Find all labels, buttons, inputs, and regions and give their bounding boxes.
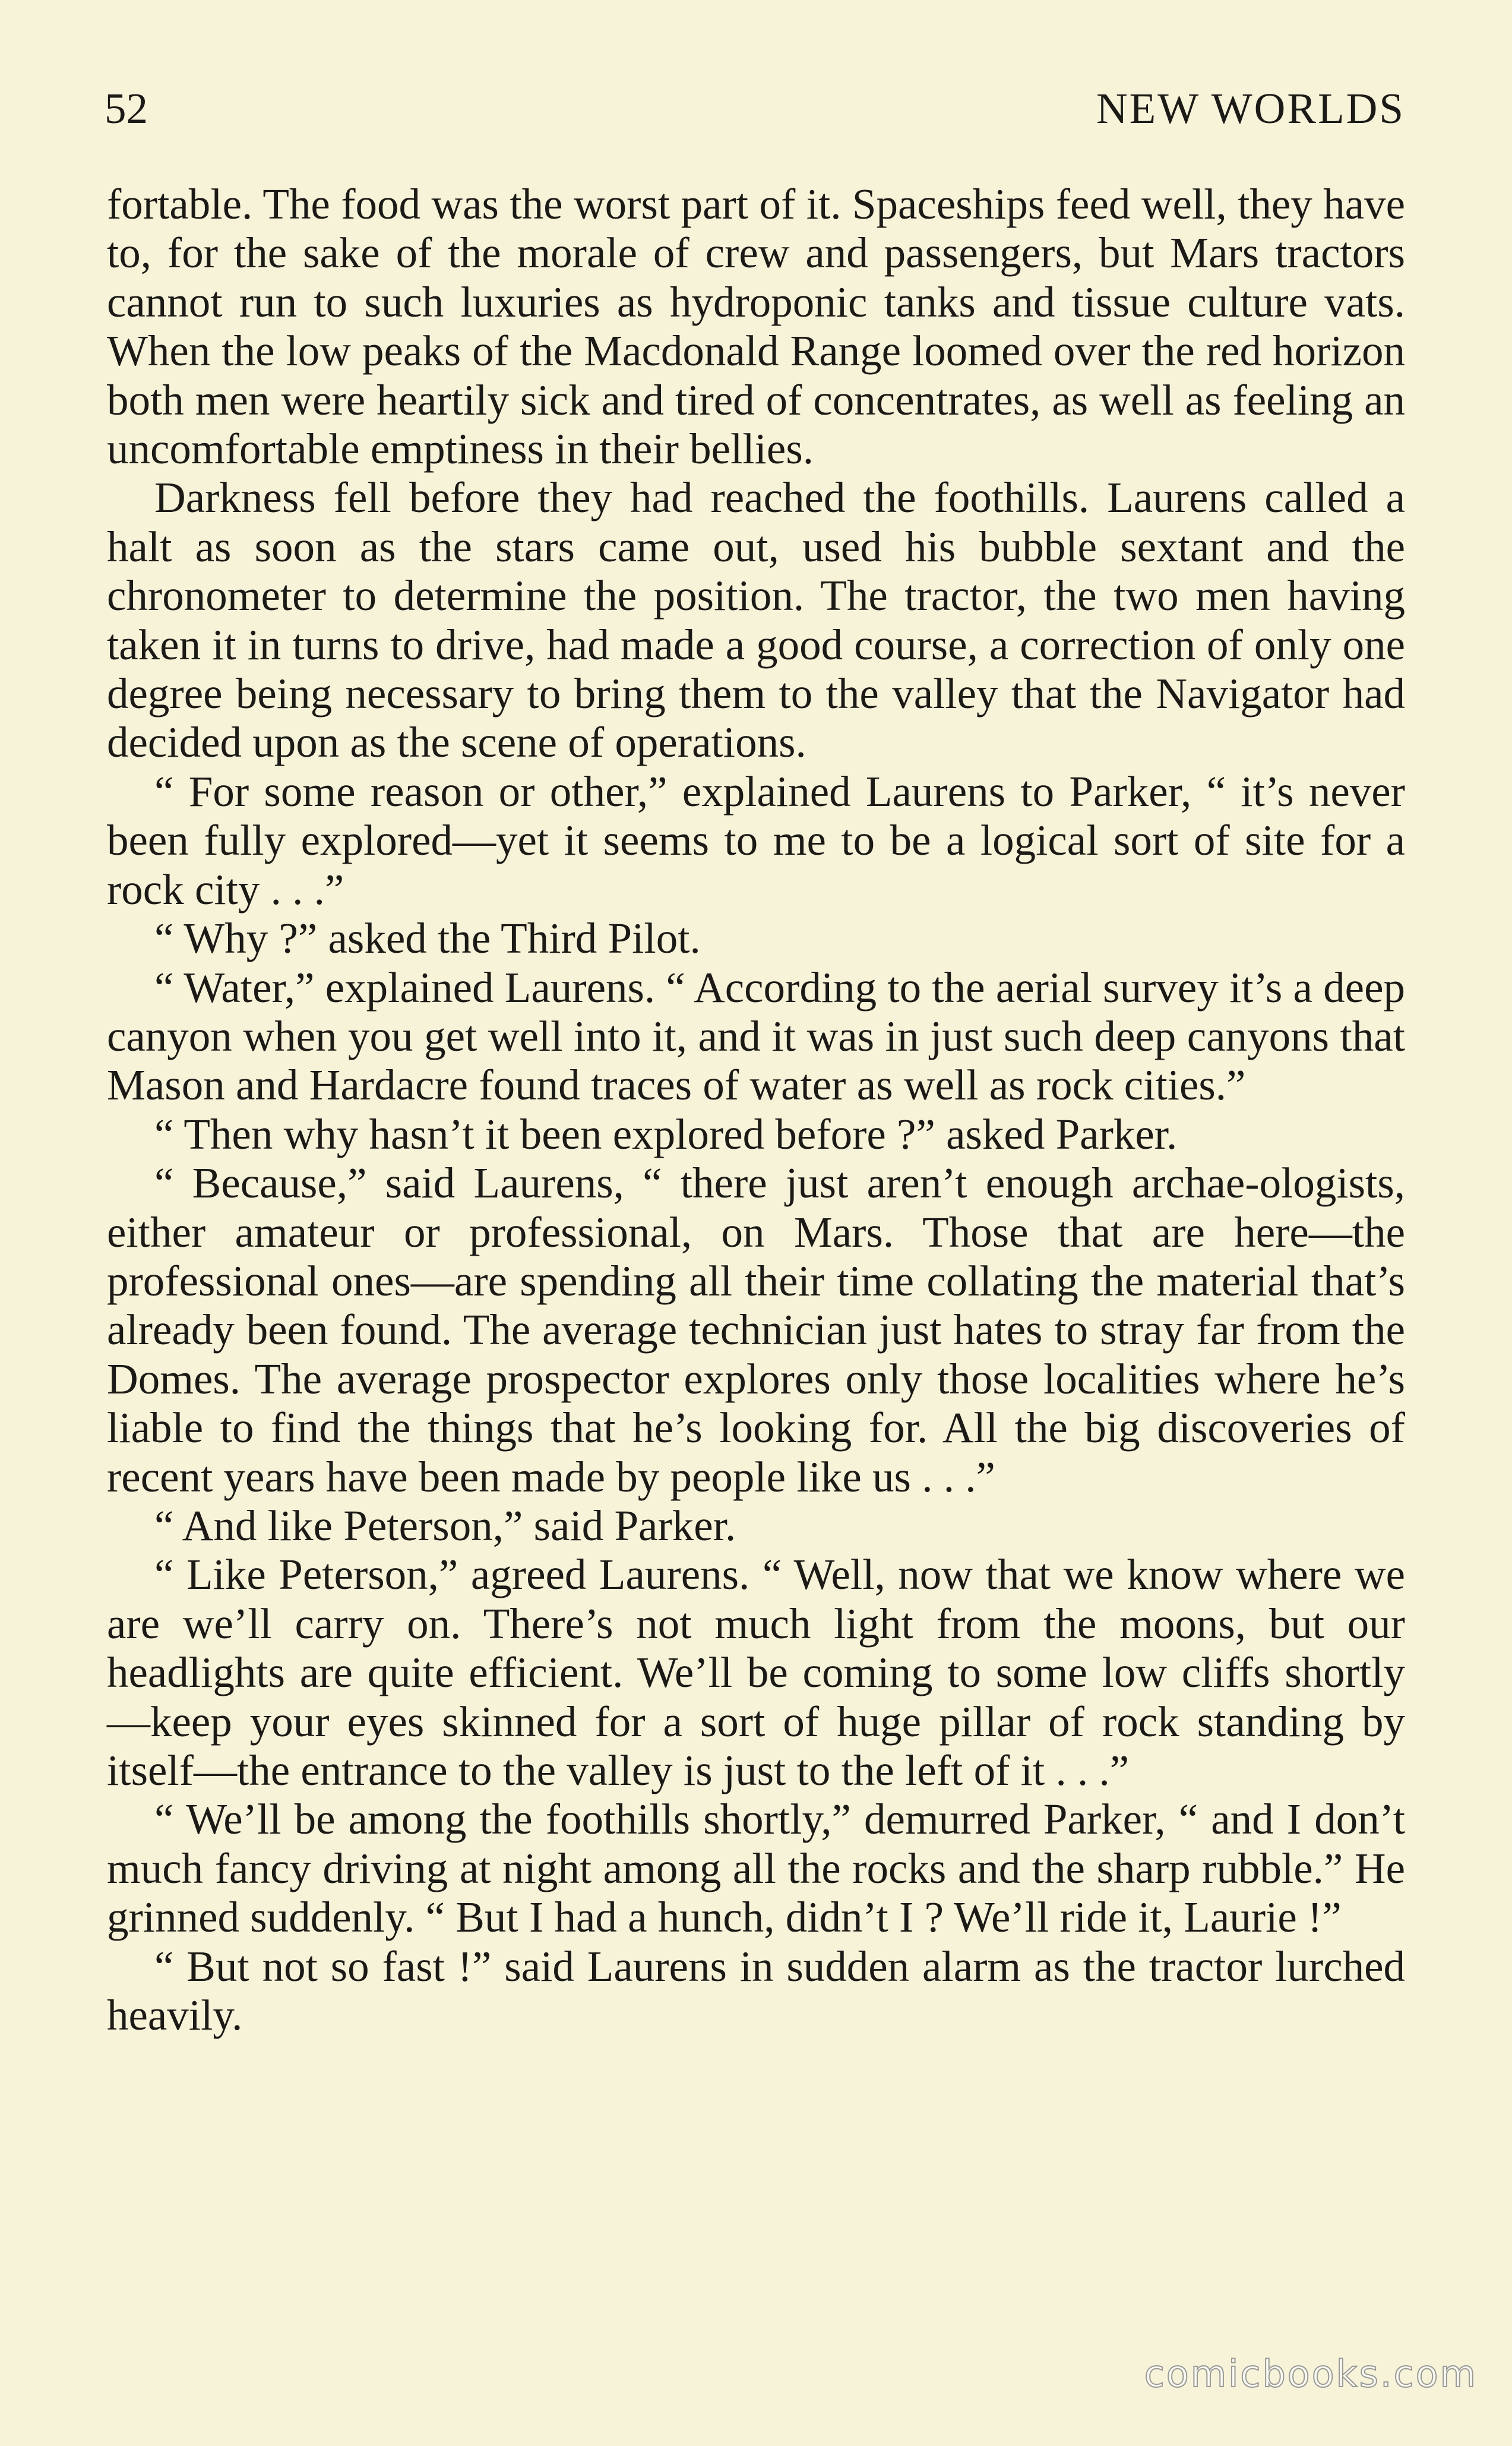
paragraph: “ But not so fast !” said Laurens in sudden alarm as the tractor lurched heavily. <box>107 1942 1405 2040</box>
paragraph: “ Like Peterson,” agreed Laurens. “ Well, now that we know where we are we’ll carry on. There’s not much light from the moons, but our headlights are quite efficient. We’ll be coming to some low cliffs shortly—keep your eyes skinned for a sort of huge pillar of rock standing by itself—the entrance to the valley is just to the left of it . . .” <box>107 1550 1405 1794</box>
paragraph: “ Why ?” asked the Third Pilot. <box>154 914 701 963</box>
paragraph: “ Water,” explained Laurens. “ According to the aerial survey it’s a deep canyon when you get well into it, and it was in just such deep canyons that Mason and Hardacre found traces of water as well as rock cities.” <box>107 963 1405 1110</box>
paragraph: fortable. The food was the worst part of it. Spaceships feed well, they have to, for the sake of the morale of crew and passengers, but Mars tractors cannot run to such luxuries as hydroponic tanks and tissue culture vats. When the low peaks of the Macdonald Range loomed over the red horizon both men were heartily sick and tired of concentrates, as well as feeling an uncomfortable emptiness in their bellies. <box>107 180 1405 473</box>
running-title: NEW WORLDS <box>1096 84 1405 132</box>
paragraph: “ Then why hasn’t it been explored before ?” asked Parker. <box>154 1110 1178 1158</box>
paragraph: “ For some reason or other,” explained Laurens to Parker, “ it’s never been fully explored—yet it seems to me to be a logical sort of site for a rock city . . .” <box>107 767 1405 914</box>
paragraph: “ Because,” said Laurens, “ there just aren’t enough archae-ologists, either amateur or professional, on Mars. Those that are here—the professional ones—are spending all their time collating the material that’s already been found. The average technician just hates to stray far from the Domes. The average prospector explores only those localities where he’s liable to find the things that he’s looking for. All the big discoveries of recent years have been made by people like us . . .” <box>107 1159 1405 1501</box>
paragraph: “ And like Peterson,” said Parker. <box>154 1501 736 1550</box>
body-text <box>107 180 1405 2040</box>
running-head <box>105 82 1405 135</box>
page-number: 52 <box>105 84 148 132</box>
paragraph: Darkness fell before they had reached the foothills. Laurens called a halt as soon as the stars came out, used his bubble sextant and the chronometer to determine the position. The tractor, the two men having taken it in turns to drive, had made a good course, a correction of only one degree being necessary to bring them to the valley that the Navigator had decided upon as the scene of operations. <box>107 473 1405 767</box>
site-watermark: comicbooks.com <box>1144 2352 1478 2396</box>
paragraph: “ We’ll be among the foothills shortly,” demurred Parker, “ and I don’t much fancy driving at night among all the rocks and the sharp rubble.” He grinned suddenly. “ But I had a hunch, didn’t I ? We’ll ride it, Laurie !” <box>107 1795 1405 1942</box>
